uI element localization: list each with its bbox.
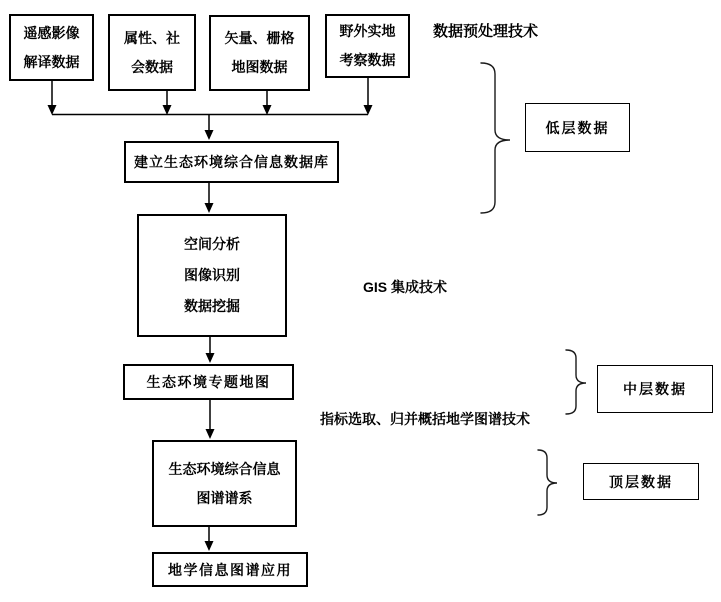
- label-gis-technique: GIS 集成技术: [363, 279, 448, 295]
- box-database: [124, 141, 339, 183]
- brace-top-layer: [538, 450, 557, 515]
- box-attribute-social-data: [108, 14, 196, 91]
- box-top-layer-data: [583, 463, 699, 500]
- box-mid-layer-label: 中层数据: [623, 381, 687, 397]
- box-vector-raster-line2: 地图数据: [231, 59, 288, 75]
- box-vector-raster-data: [209, 15, 310, 91]
- arrow-thematic-map-to-atlas: [206, 400, 215, 439]
- arrow-database-to-analysis: [205, 183, 214, 213]
- box-field-survey-line2: 考察数据: [339, 52, 396, 68]
- box-remote-sensing-line2: 解译数据: [23, 53, 80, 70]
- arrow-remote-sensing-to-bus: [48, 81, 57, 115]
- box-atlas-line1: 生态环境综合信息: [168, 460, 281, 477]
- arrow-field-survey-to-bus: [364, 78, 373, 115]
- box-low-layer-data: [525, 103, 630, 152]
- box-analysis-line2: 图像识别: [184, 267, 240, 283]
- box-field-survey-line1: 野外实地: [339, 23, 396, 39]
- box-attribute-social-line2: 会数据: [131, 58, 173, 75]
- arrow-atlas-to-application: [205, 527, 214, 551]
- box-low-layer-label: 低层数据: [545, 119, 610, 136]
- label-indicator-technique: 指标选取、归并概括地学图谱技术: [320, 411, 530, 427]
- box-application-label: 地学信息图谱应用: [168, 561, 292, 578]
- box-database-label: 建立生态环境综合信息数据库: [134, 154, 329, 170]
- label-preprocessing-technique: 数据预处理技术: [433, 23, 539, 40]
- box-vector-raster-line1: 矢量、栅格: [224, 30, 295, 46]
- box-remote-sensing-data: [9, 14, 94, 81]
- arrow-bus-to-database: [205, 115, 214, 141]
- box-top-layer-label: 顶层数据: [609, 473, 673, 490]
- box-remote-sensing-line1: 遥感影像: [23, 24, 80, 41]
- box-mid-layer-data: [597, 365, 713, 413]
- arrow-analysis-to-thematic-map: [206, 337, 215, 363]
- brace-mid-layer: [566, 350, 586, 414]
- box-thematic-map: [123, 364, 294, 400]
- brace-low-layer: [481, 63, 510, 213]
- arrow-attribute-social-to-bus: [163, 91, 172, 115]
- box-analysis-line1: 空间分析: [184, 236, 240, 252]
- arrow-vector-raster-to-bus: [263, 91, 272, 115]
- box-application: [152, 552, 308, 587]
- box-analysis-line3: 数据挖掘: [184, 298, 240, 314]
- box-atlas-line2: 图谱谱系: [196, 489, 253, 506]
- box-attribute-social-line1: 属性、社: [124, 29, 180, 46]
- box-analysis: [137, 214, 287, 337]
- box-field-survey-data: [325, 14, 410, 78]
- box-atlas: [152, 440, 297, 527]
- box-thematic-map-label: 生态环境专题地图: [146, 374, 271, 390]
